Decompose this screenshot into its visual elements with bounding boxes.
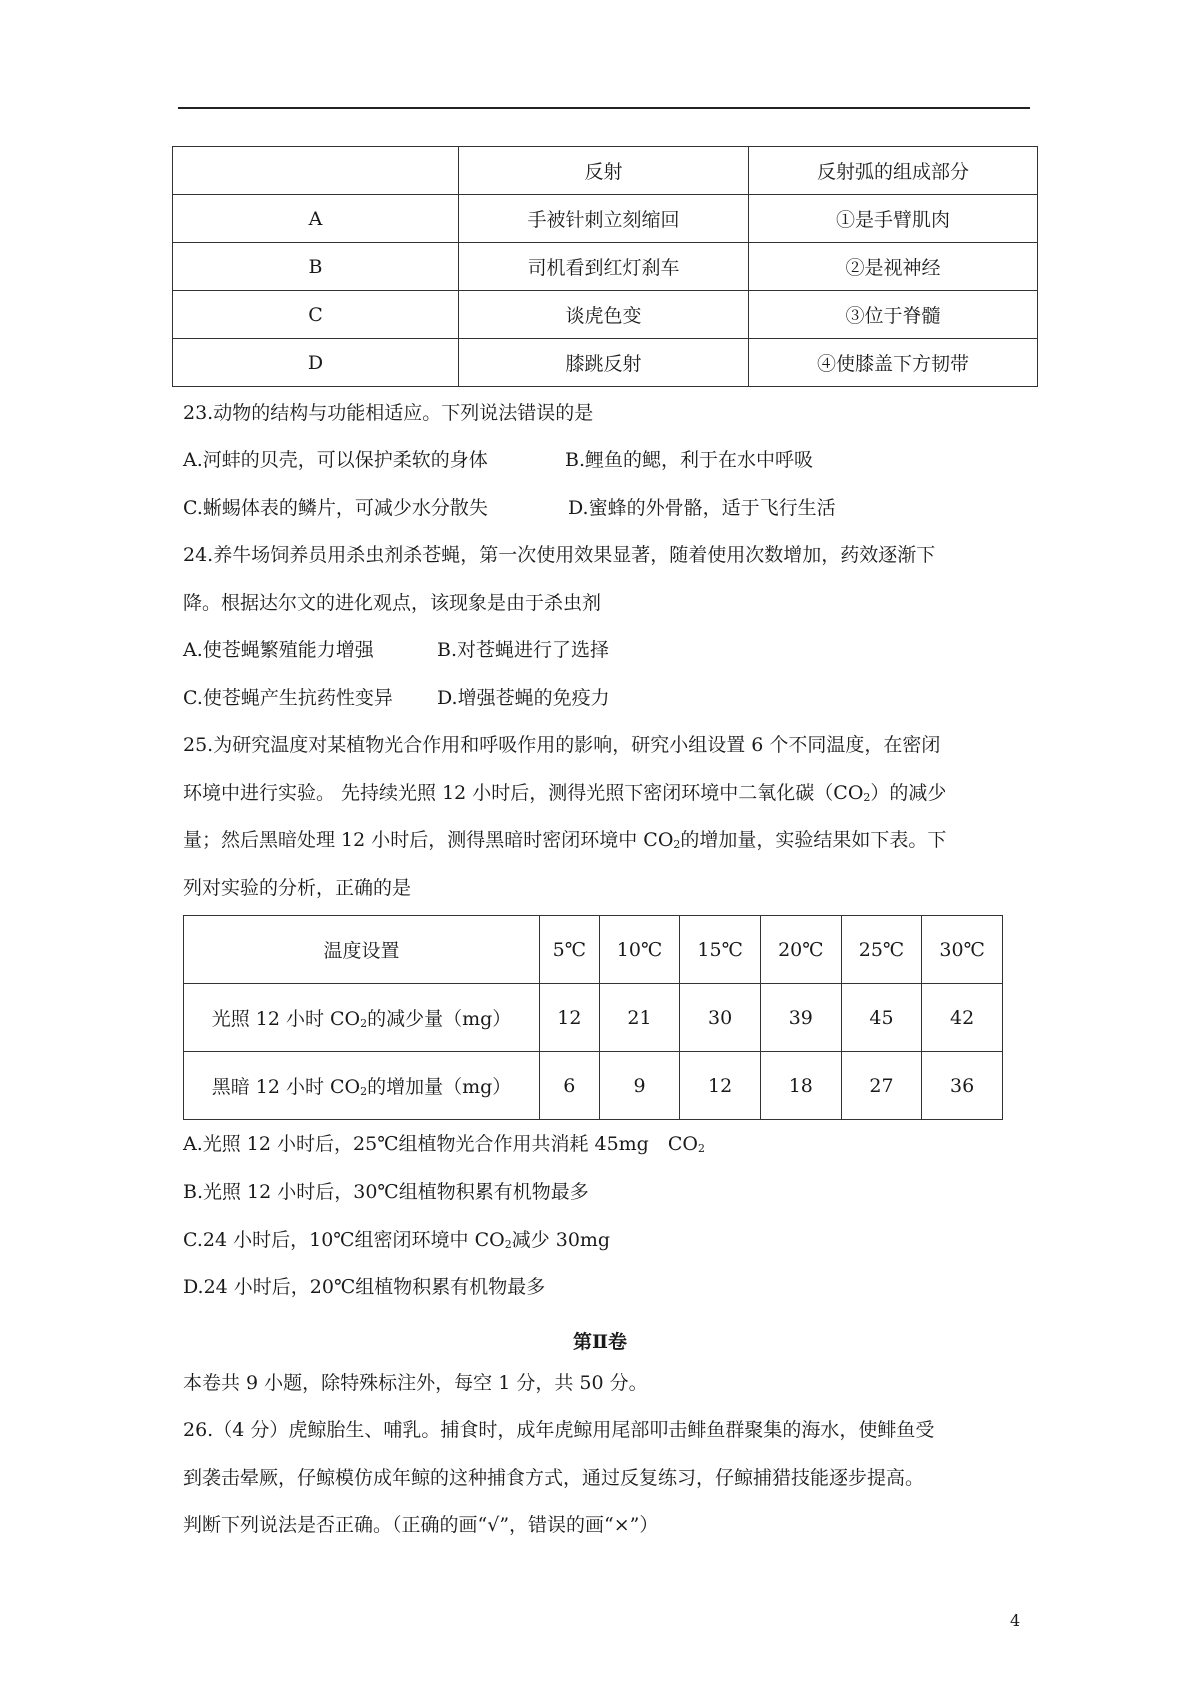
table-cell: 9 — [599, 1052, 680, 1120]
table-cell: 30 — [680, 984, 761, 1052]
q24-stem-line1: 24.养牛场饲养员用杀虫剂杀苍蝇，第一次使用效果显著，随着使用次数增加，药效逐渐下 — [183, 544, 936, 566]
table-row — [173, 195, 1038, 243]
q25-stem-line4: 列对实验的分析，正确的是 — [183, 877, 412, 899]
q25-stem-line2 — [183, 784, 946, 803]
table-cell: 司机看到红灯刹车 — [459, 243, 749, 291]
q25-option-a — [183, 1135, 705, 1154]
q25-stem-line3-part1: 量；然后黑暗处理 12 小时后，测得黑暗时密闭环境中 CO — [183, 829, 674, 851]
table-header-cell: 15℃ — [680, 916, 761, 984]
q25-option-a-text: A.光照 12 小时后，25℃组植物光合作用共消耗 45mg CO — [183, 1133, 698, 1155]
table-row — [184, 1052, 1003, 1120]
table-cell: 42 — [922, 984, 1003, 1052]
q24-option-a: A.使苍蝇繁殖能力增强 — [183, 639, 374, 661]
table-header-cell: 25℃ — [841, 916, 922, 984]
table-cell: C — [173, 291, 459, 339]
table-header-cell: 反射弧的组成部分 — [749, 147, 1038, 195]
q24-option-d: D.增强苍蝇的免疫力 — [437, 687, 610, 709]
table-cell: D — [173, 339, 459, 387]
table-row — [173, 339, 1038, 387]
q26-line1: 26.（4 分）虎鲸胎生、哺乳。捕食时，成年虎鲸用尾部叩击鲱鱼群聚集的海水，使鲱鱼受 — [183, 1419, 935, 1441]
table-row — [173, 243, 1038, 291]
q26-line2: 到袭击晕厥，仔鲸模仿成年鲸的这种捕食方式，通过反复练习，仔鲸捕猎技能逐步提高。 — [183, 1467, 925, 1489]
q25-stem-line2-part2: ）的减少 — [870, 782, 947, 804]
table-cell: 膝跳反射 — [459, 339, 749, 387]
table-cell: 18 — [760, 1052, 841, 1120]
table-cell: 27 — [841, 1052, 922, 1120]
table-row-label — [184, 984, 540, 1052]
section-intro: 本卷共 9 小题，除特殊标注外，每空 1 分，共 50 分。 — [183, 1372, 648, 1394]
row-label-part1: 光照 12 小时 CO — [211, 1008, 361, 1030]
table-cell: 谈虎色变 — [459, 291, 749, 339]
table-cell: 12 — [680, 1052, 761, 1120]
table-cell: 21 — [599, 984, 680, 1052]
table-cell: 36 — [922, 1052, 1003, 1120]
q25-stem-line2-part1: 环境中进行实验。 先持续光照 12 小时后，测得光照下密闭环境中二氧化碳（CO — [183, 782, 864, 804]
q25-option-c — [183, 1231, 610, 1250]
subscript-2: 2 — [697, 1142, 705, 1155]
subscript-2: 2 — [360, 1085, 368, 1098]
q25-option-c-part2: 减少 30mg — [511, 1229, 611, 1251]
subscript-2: 2 — [863, 791, 871, 804]
table-cell: ④使膝盖下方韧带 — [749, 339, 1038, 387]
subscript-2: 2 — [360, 1017, 368, 1030]
table-cell: B — [173, 243, 459, 291]
row-label-part1: 黑暗 12 小时 CO — [211, 1076, 361, 1098]
table-header-cell: 10℃ — [599, 916, 680, 984]
section-title: 第Ⅱ卷 — [572, 1331, 627, 1353]
table-row-label — [184, 1052, 540, 1120]
q25-stem-line1: 25.为研究温度对某植物光合作用和呼吸作用的影响，研究小组设置 6 个不同温度，在密闭 — [183, 734, 941, 756]
table-row — [184, 984, 1003, 1052]
table-header-cell: 反射 — [459, 147, 749, 195]
row-label-part2: 的增加量（mg） — [367, 1076, 512, 1098]
table-header-row — [173, 147, 1038, 195]
table-cell: 6 — [540, 1052, 600, 1120]
table-cell: A — [173, 195, 459, 243]
q25-option-c-part1: C.24 小时后，10℃组密闭环境中 CO — [183, 1229, 505, 1251]
q25-option-d: D.24 小时后，20℃组植物积累有机物最多 — [183, 1276, 546, 1298]
q23-option-a: A.河蚌的贝壳，可以保护柔软的身体 — [183, 449, 488, 471]
table-cell: 12 — [540, 984, 600, 1052]
q24-stem-line2: 降。根据达尔文的进化观点，该现象是由于杀虫剂 — [183, 592, 602, 614]
table-row — [173, 291, 1038, 339]
table-header-row — [184, 916, 1003, 984]
subscript-2: 2 — [673, 838, 681, 851]
row-label-part2: 的减少量（mg） — [367, 1008, 512, 1030]
subscript-2: 2 — [504, 1238, 512, 1251]
temperature-table — [183, 915, 1003, 1120]
q23-option-d: D.蜜蜂的外骨骼，适于飞行生活 — [568, 497, 836, 519]
q23-stem: 23.动物的结构与功能相适应。下列说法错误的是 — [183, 402, 594, 424]
q26-line3: 判断下列说法是否正确。（正确的画“√”，错误的画“×”） — [183, 1514, 659, 1536]
table-header-cell: 30℃ — [922, 916, 1003, 984]
q25-stem-line3 — [183, 831, 946, 850]
q24-option-b: B.对苍蝇进行了选择 — [437, 639, 610, 661]
header-rule — [178, 107, 1030, 109]
table-header-cell: 温度设置 — [184, 916, 540, 984]
q25-stem-line3-part2: 的增加量，实验结果如下表。下 — [680, 829, 947, 851]
q23-option-b: B.鲤鱼的鳃，利于在水中呼吸 — [565, 449, 814, 471]
reflex-table — [172, 146, 1038, 387]
table-header-cell: 5℃ — [540, 916, 600, 984]
table-cell: 45 — [841, 984, 922, 1052]
table-cell: ③位于脊髓 — [749, 291, 1038, 339]
table-header-cell: 20℃ — [760, 916, 841, 984]
page-number: 4 — [1010, 1611, 1021, 1630]
q24-option-c: C.使苍蝇产生抗药性变异 — [183, 687, 393, 709]
q25-option-b: B.光照 12 小时后，30℃组植物积累有机物最多 — [183, 1181, 589, 1203]
q23-option-c: C.蜥蜴体表的鳞片，可减少水分散失 — [183, 497, 488, 519]
table-cell: 手被针刺立刻缩回 — [459, 195, 749, 243]
table-cell: 39 — [760, 984, 841, 1052]
table-cell: ②是视神经 — [749, 243, 1038, 291]
table-header-cell — [173, 147, 459, 195]
table-cell: ①是手臂肌肉 — [749, 195, 1038, 243]
